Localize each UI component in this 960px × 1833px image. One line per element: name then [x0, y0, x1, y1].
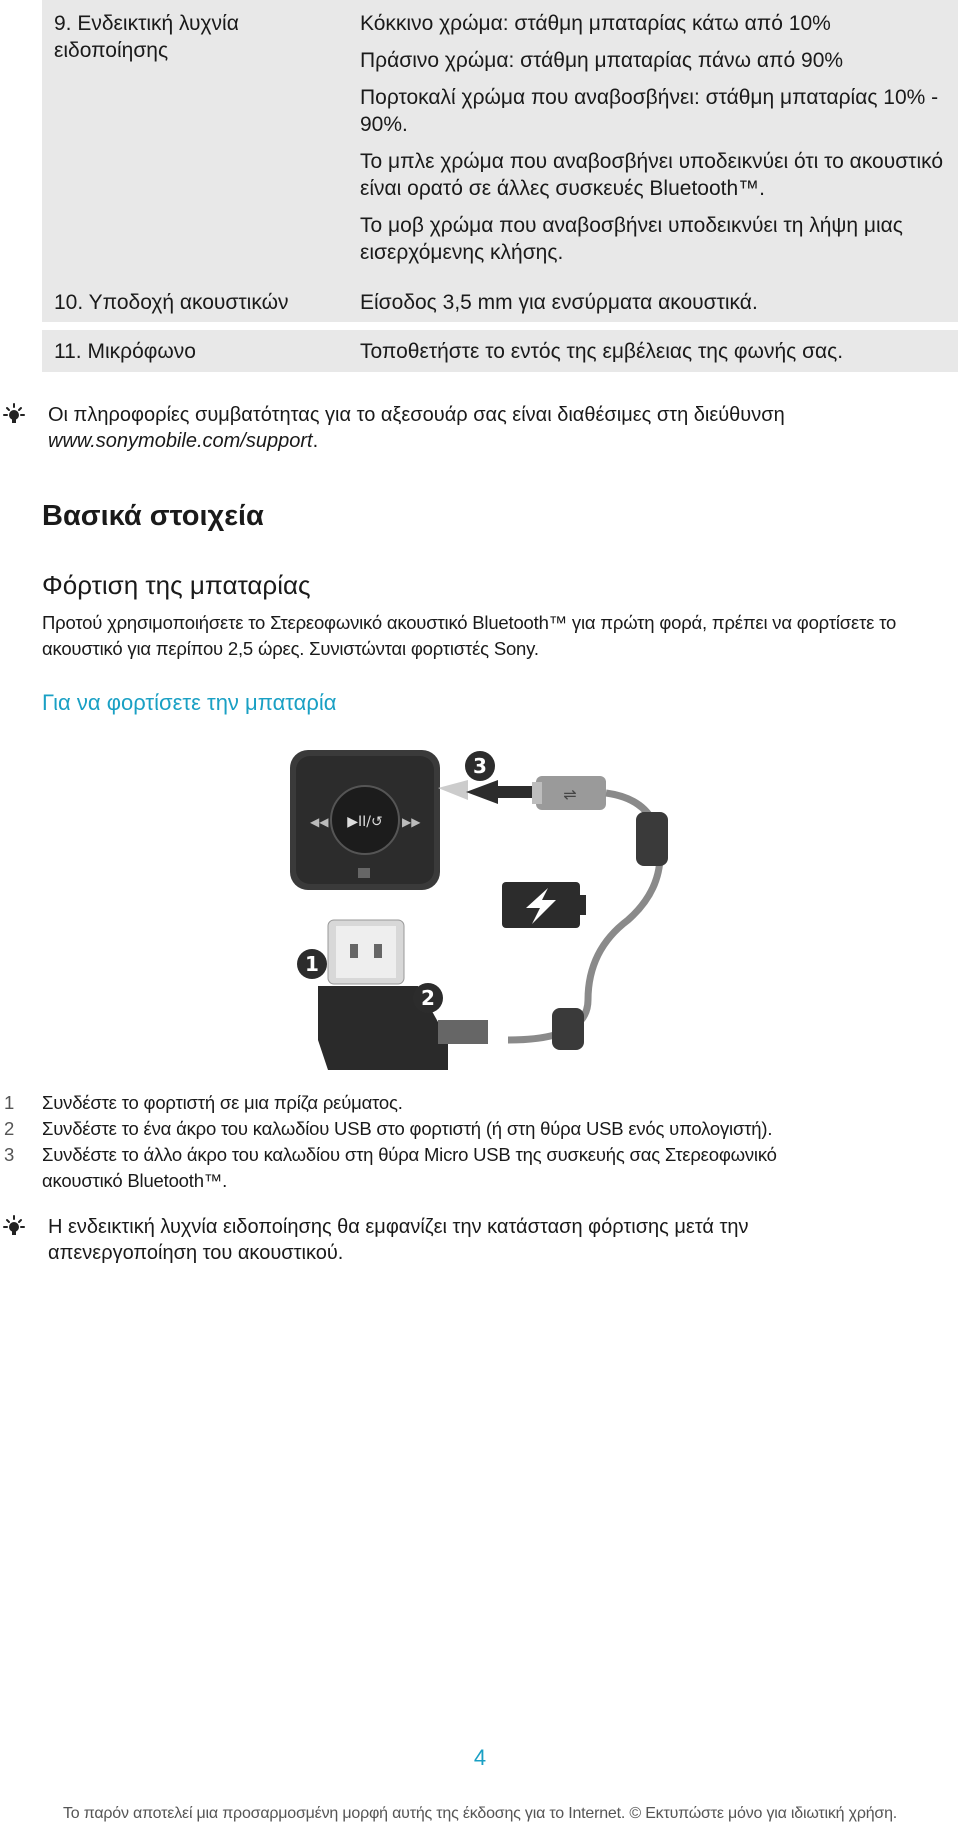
section-title: Βασικά στοιχεία [42, 500, 264, 532]
step-text: Συνδέστε το ένα άκρο του καλωδίου USB στο φορτιστή (ή στη θύρα USB ενός υπολογιστή). [42, 1118, 773, 1139]
wall-charger [318, 920, 488, 1070]
step-text: Συνδέστε το φορτιστή σε μια πρίζα ρεύματος. [42, 1092, 403, 1113]
row-value: Είσοδος 3,5 mm για ενσύρματα ακουστικά. [360, 291, 758, 314]
procedure-title: Για να φορτίσετε την μπαταρία [42, 690, 337, 715]
lightbulb-icon [2, 1214, 26, 1238]
svg-text:⇌: ⇌ [563, 785, 577, 804]
step-text: Συνδέστε το άλλο άκρο του καλωδίου στη θύρα Micro USB της συσκευής σας Στερεοφωνικό ακουστικό Bluetooth™. [42, 1144, 777, 1191]
ferrite-bead [636, 812, 668, 866]
intro-paragraph: Προτού χρησιμοποιήσετε το Στερεοφωνικό ακουστικό Bluetooth™ για πρώτη φορά, πρέπει να φορτίσετε το ακουστικό για περίπου 2,5 ώρες. Συνιστώνται φορτιστές Sony. [42, 612, 897, 659]
table-row [42, 330, 958, 372]
table-row [42, 284, 958, 322]
value-line: Κόκκινο χρώμα: στάθμη μπαταρίας κάτω από 10% [360, 12, 831, 35]
charging-illustration [288, 740, 708, 1072]
svg-text:1: 1 [305, 952, 319, 976]
support-link[interactable]: www.sonymobile.com/support [48, 430, 313, 452]
ferrite-bead [552, 1008, 584, 1050]
value-line: Το μπλε χρώμα που αναβοσβήνει υποδεικνύει ότι το ακουστικό είναι ορατό σε άλλες συσκευές Bluetooth™. [360, 150, 944, 200]
row-label: 10. Υποδοχή ακουστικών [54, 291, 289, 314]
value-line: Πορτοκαλί χρώμα που αναβοσβήνει: στάθμη μπαταρίας 10% - 90%. [360, 86, 939, 136]
tip-body: Οι πληροφορίες συμβατότητας για το αξεσουάρ σας είναι διαθέσιμες στη διεύθυνση [48, 404, 785, 426]
lightbulb-icon [2, 402, 26, 426]
svg-text:2: 2 [421, 986, 435, 1010]
spec-table [42, 0, 958, 380]
page-number: 4 [473, 1745, 487, 1770]
insert-arrow-icon [466, 780, 533, 804]
step-number: 2 [4, 1118, 15, 1139]
list-item [0, 1116, 960, 1142]
table-row [42, 0, 958, 284]
page-footer: Το παρόν αποτελεί μια προσαρμοσμένη μορφή αυτής της έκδοσης για το Internet. © Εκτυπώστε μόνο για ιδιωτική χρήση. [62, 1805, 898, 1822]
step-number: 1 [4, 1092, 15, 1113]
tip-text: Η ενδεικτική λυχνία ειδοποίησης θα εμφανίζει την κατάσταση φόρτισης μετά την απενεργοποίηση του ακουστικού. [48, 1216, 749, 1264]
value-line: Το μοβ χρώμα που αναβοσβήνει υποδεικνύει τη λήψη μιας εισερχόμενης κλήσης. [360, 214, 903, 264]
battery-charging-icon [502, 882, 586, 928]
row-label: 11. Μικρόφωνο [54, 340, 196, 363]
row-value [360, 10, 950, 276]
tip-suffix: . [312, 430, 319, 452]
headset-device [290, 750, 440, 890]
svg-text:3: 3 [473, 754, 487, 778]
svg-text:▶▶: ▶▶ [402, 815, 421, 829]
step-list [0, 1090, 960, 1194]
row-label: 9. Ενδεικτική λυχνία ειδοποίησης [54, 12, 239, 62]
row-value: Τοποθετήστε το εντός της εμβέλειας της φωνής σας. [360, 340, 844, 363]
svg-text:◀◀: ◀◀ [310, 815, 329, 829]
subsection-title: Φόρτιση της μπαταρίας [42, 570, 311, 600]
list-item [0, 1090, 960, 1116]
step-number: 3 [4, 1144, 15, 1165]
svg-text:▶II/↺: ▶II/↺ [347, 814, 383, 830]
value-line: Πράσινο χρώμα: στάθμη μπαταρίας πάνω από 90% [360, 49, 844, 72]
list-item [0, 1142, 960, 1194]
tip-text [48, 402, 908, 454]
